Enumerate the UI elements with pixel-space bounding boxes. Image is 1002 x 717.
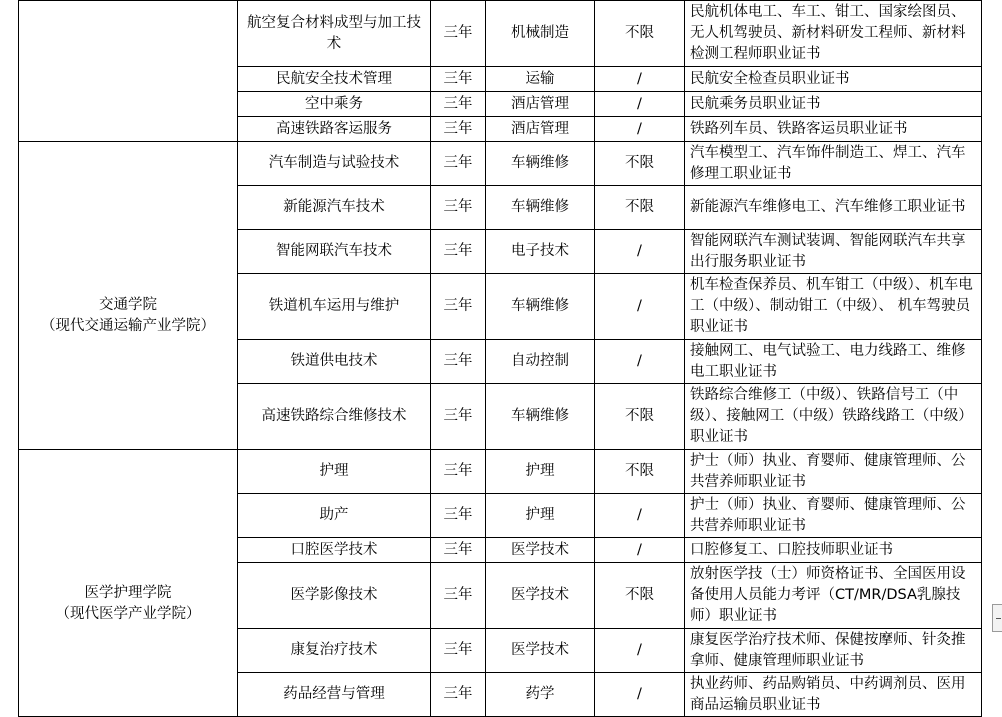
major-cell: 铁道机车运用与维护 — [238, 274, 431, 340]
certificate-cell: 智能网联汽车测试装调、智能网联汽车共享出行服务职业证书 — [685, 230, 982, 274]
major-cell: 高速铁路综合维修技术 — [238, 384, 431, 450]
category-cell: 药学 — [486, 673, 595, 717]
category-cell: 医学技术 — [486, 629, 595, 673]
majors-table — [18, 0, 982, 717]
major-cell: 空中乘务 — [238, 92, 431, 117]
college-cell — [19, 450, 238, 717]
certificate-cell: 护士（师）执业、育婴师、健康管理师、公共营养师职业证书 — [685, 494, 982, 538]
limit-cell: 不限 — [595, 142, 685, 186]
certificate-cell: 接触网工、电气试验工、电力线路工、维修电工职业证书 — [685, 340, 982, 384]
certificate-cell: 口腔修复工、口腔技师职业证书 — [685, 538, 982, 563]
certificate-cell: 铁路列车员、铁路客运员职业证书 — [685, 117, 982, 142]
years-cell: 三年 — [431, 450, 486, 494]
college-name: 医学护理学院 — [84, 585, 172, 601]
limit-cell: / — [595, 538, 685, 563]
limit-cell: 不限 — [595, 384, 685, 450]
category-cell: 护理 — [486, 494, 595, 538]
years-cell: 三年 — [431, 629, 486, 673]
major-cell: 康复治疗技术 — [238, 629, 431, 673]
category-cell: 护理 — [486, 450, 595, 494]
table-row — [19, 450, 982, 494]
majors-table-body — [19, 1, 982, 717]
major-cell: 铁道供电技术 — [238, 340, 431, 384]
major-cell: 药品经营与管理 — [238, 673, 431, 717]
years-cell: 三年 — [431, 92, 486, 117]
college-cell — [19, 1, 238, 142]
limit-cell: / — [595, 673, 685, 717]
table-row — [19, 142, 982, 186]
limit-cell: / — [595, 340, 685, 384]
years-cell: 三年 — [431, 1, 486, 67]
category-cell: 医学技术 — [486, 563, 595, 629]
category-cell: 车辆维修 — [486, 142, 595, 186]
limit-cell: / — [595, 92, 685, 117]
years-cell: 三年 — [431, 673, 486, 717]
category-cell: 车辆维修 — [486, 384, 595, 450]
certificate-cell: 民航乘务员职业证书 — [685, 92, 982, 117]
category-cell: 酒店管理 — [486, 117, 595, 142]
limit-cell: / — [595, 230, 685, 274]
certificate-cell: 新能源汽车维修电工、汽车维修工职业证书 — [685, 186, 982, 230]
limit-cell: 不限 — [595, 186, 685, 230]
college-name: 交通学院 — [99, 296, 157, 313]
category-cell: 车辆维修 — [486, 274, 595, 340]
category-cell: 运输 — [486, 67, 595, 92]
major-cell: 智能网联汽车技术 — [238, 230, 431, 274]
certificate-cell: 机车检查保养员、机车钳工（中级）、机车电工（中级）、制动钳工（中级）、 机车驾驶员职业证书 — [685, 274, 982, 340]
years-cell: 三年 — [431, 274, 486, 340]
certificate-cell: 康复医学治疗技术师、保健按摩师、针灸推拿师、健康管理师职业证书 — [685, 629, 982, 673]
years-cell: 三年 — [431, 142, 486, 186]
category-cell: 电子技术 — [486, 230, 595, 274]
major-cell: 汽车制造与试验技术 — [238, 142, 431, 186]
college-subname: （现代交通运输产业学院） — [41, 317, 215, 334]
years-cell: 三年 — [431, 563, 486, 629]
years-cell: 三年 — [431, 67, 486, 92]
certificate-cell: 民航机体电工、车工、钳工、国家绘图员、无人机驾驶员、新材料研发工程师、新材料检测工程师职业证书 — [685, 1, 982, 67]
category-cell: 医学技术 — [486, 538, 595, 563]
major-cell: 航空复合材料成型与加工技术 — [238, 1, 431, 67]
years-cell: 三年 — [431, 117, 486, 142]
certificate-cell: 执业药师、药品购销员、中药调剂员、医用商品运输员职业证书 — [685, 673, 982, 717]
years-cell: 三年 — [431, 230, 486, 274]
limit-cell: / — [595, 629, 685, 673]
college-cell — [19, 142, 238, 450]
limit-cell: / — [595, 274, 685, 340]
collapse-handle[interactable] — [992, 604, 1002, 632]
limit-cell: 不限 — [595, 563, 685, 629]
certificate-cell: 民航安全检查员职业证书 — [685, 67, 982, 92]
years-cell: 三年 — [431, 186, 486, 230]
years-cell: 三年 — [431, 340, 486, 384]
limit-cell: 不限 — [595, 1, 685, 67]
certificate-cell: 放射医学技（士）师资格证书、全国医用设备使用人员能力考评（CT/MR/DSA乳腺技师）职业证书 — [685, 563, 982, 629]
certificate-cell: 铁路综合维修工（中级）、铁路信号工（中级）、接触网工（中级）铁路线路工（中级）职业证书 — [685, 384, 982, 450]
major-cell: 助产 — [238, 494, 431, 538]
years-cell: 三年 — [431, 384, 486, 450]
major-cell: 高速铁路客运服务 — [238, 117, 431, 142]
limit-cell: / — [595, 494, 685, 538]
major-cell: 医学影像技术 — [238, 563, 431, 629]
category-cell: 酒店管理 — [486, 92, 595, 117]
table-row — [19, 1, 982, 67]
major-cell: 民航安全技术管理 — [238, 67, 431, 92]
years-cell: 三年 — [431, 494, 486, 538]
category-cell: 机械制造 — [486, 1, 595, 67]
years-cell: 三年 — [431, 538, 486, 563]
college-subname: （现代医学产业学院） — [55, 606, 201, 622]
limit-cell: 不限 — [595, 450, 685, 494]
certificate-cell: 汽车模型工、汽车饰件制造工、焊工、汽车修理工职业证书 — [685, 142, 982, 186]
category-cell: 车辆维修 — [486, 186, 595, 230]
category-cell: 自动控制 — [486, 340, 595, 384]
certificate-cell: 护士（师）执业、育婴师、健康管理师、公共营养师职业证书 — [685, 450, 982, 494]
limit-cell: / — [595, 67, 685, 92]
major-cell: 护理 — [238, 450, 431, 494]
major-cell: 新能源汽车技术 — [238, 186, 431, 230]
limit-cell: / — [595, 117, 685, 142]
major-cell: 口腔医学技术 — [238, 538, 431, 563]
